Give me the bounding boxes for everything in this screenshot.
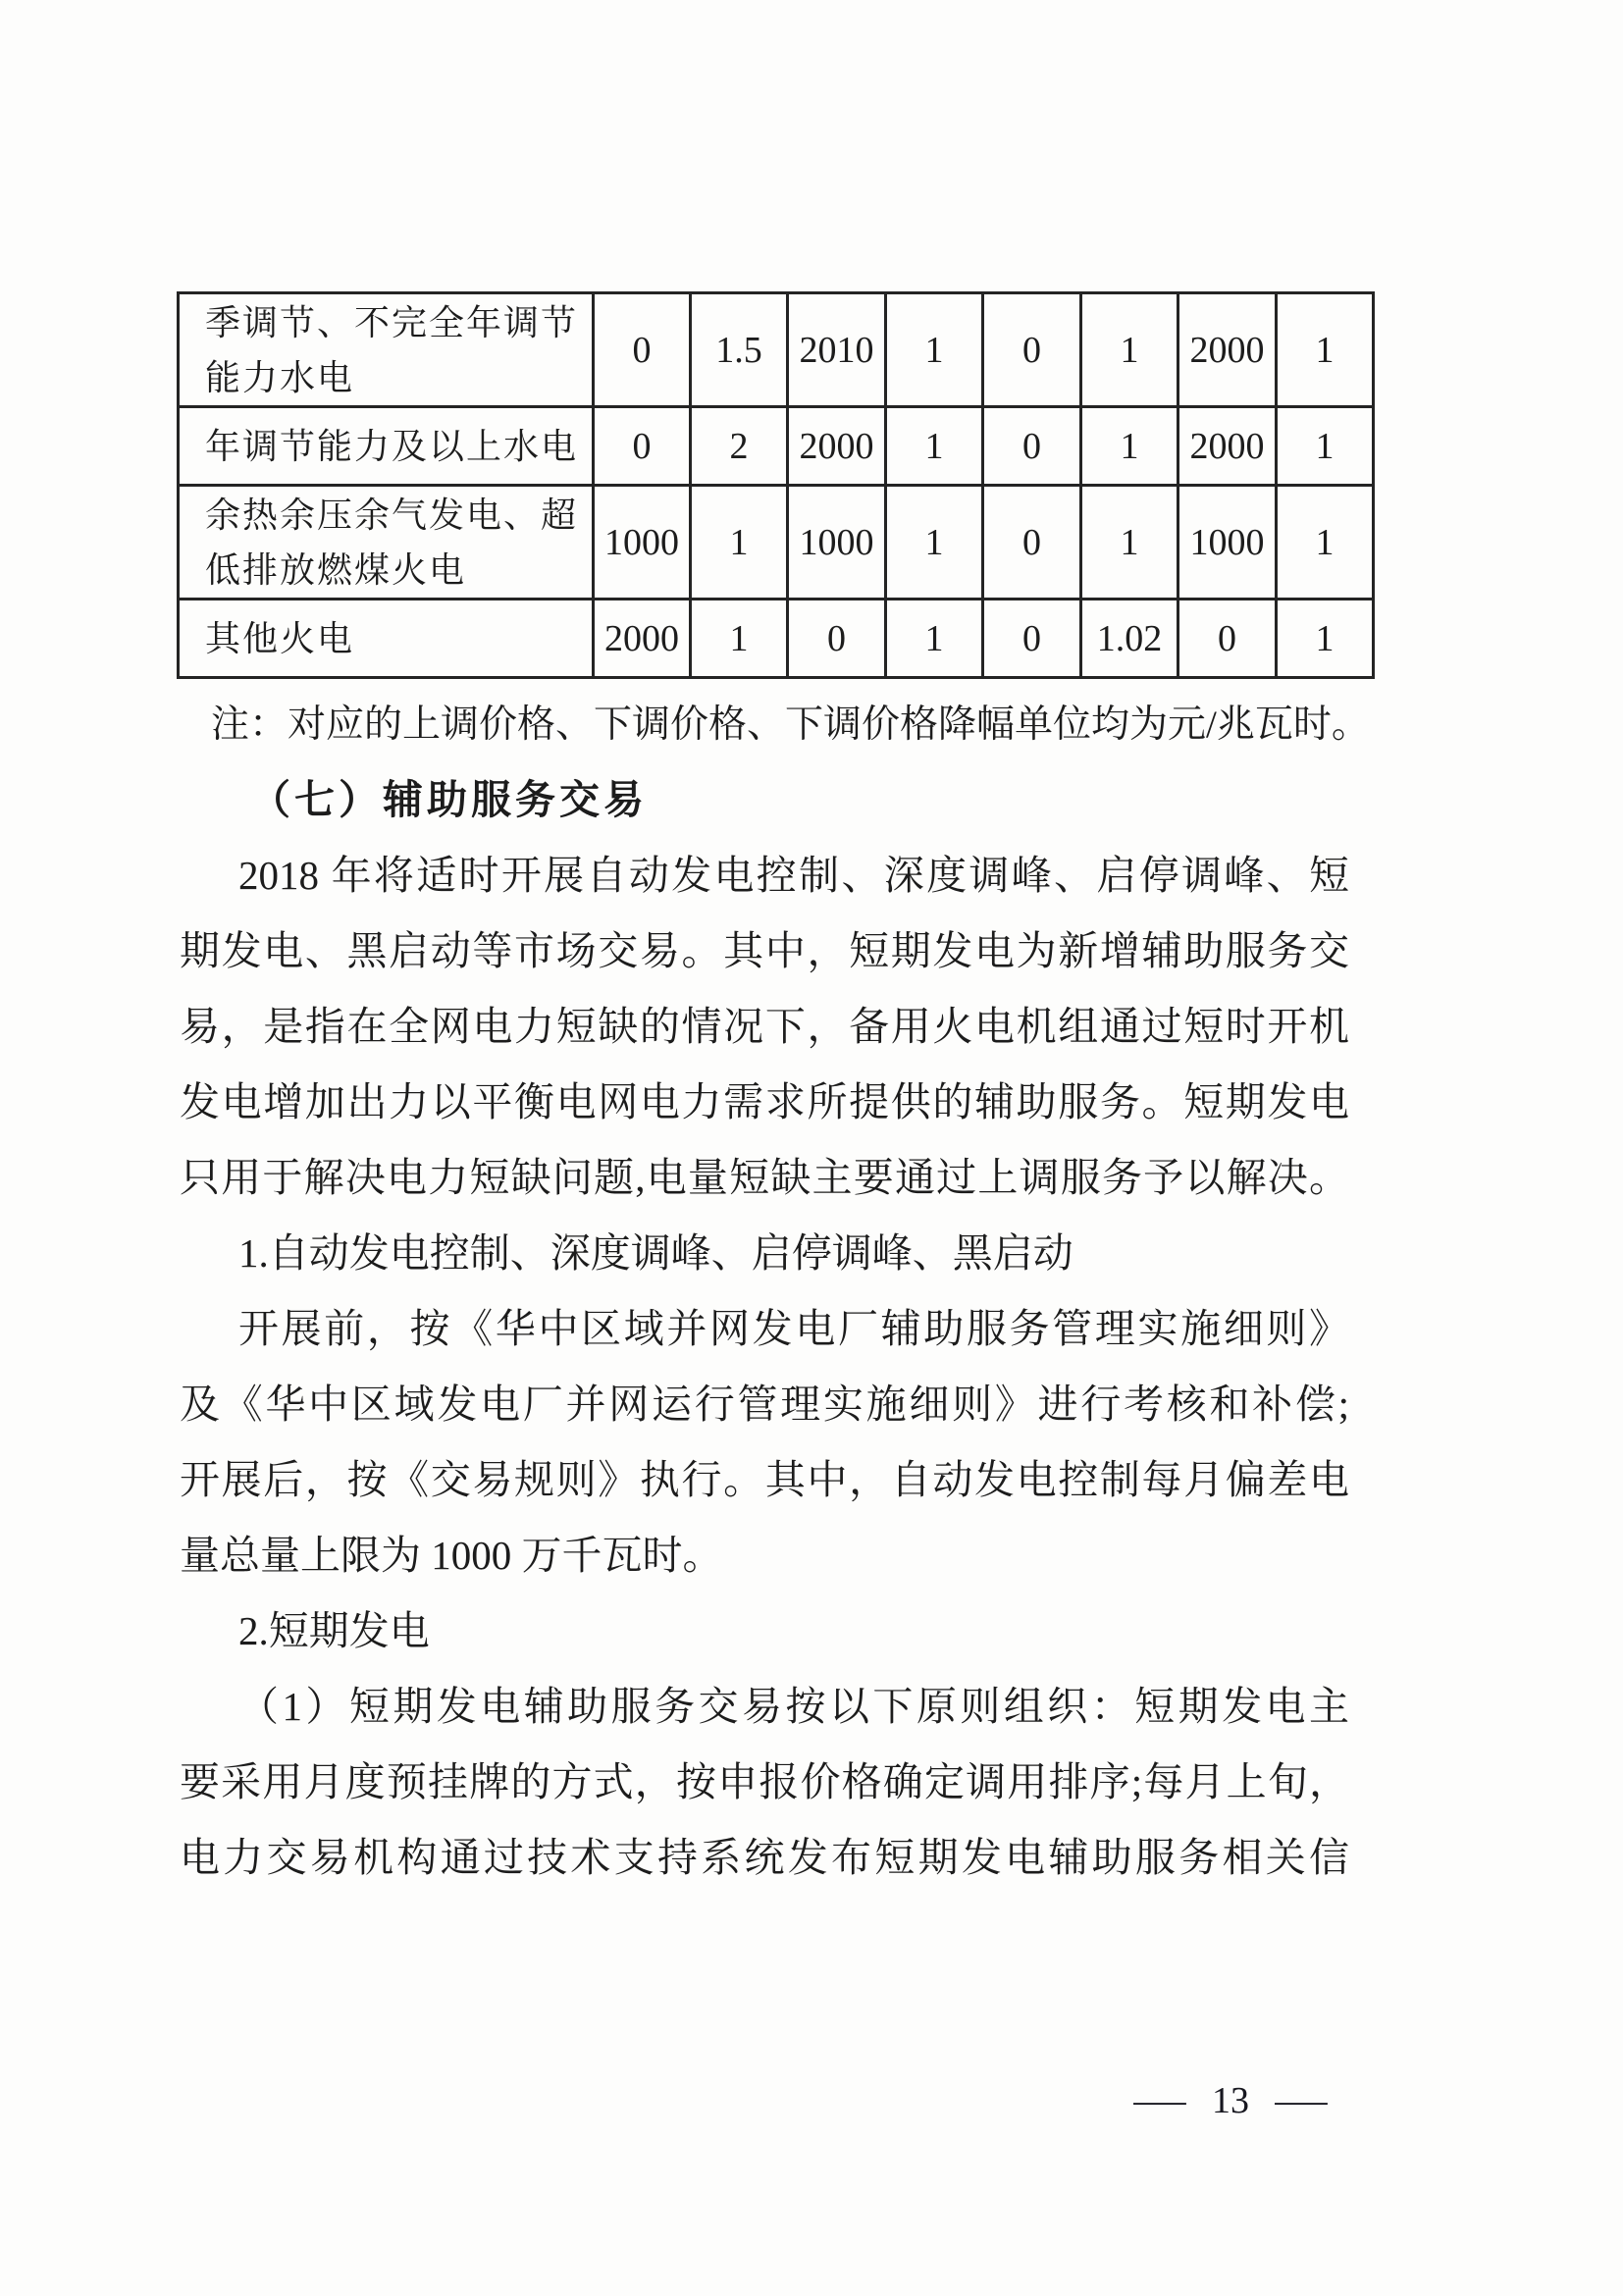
table-cell: 0 (983, 293, 1081, 407)
table-cell: 1.02 (1081, 600, 1178, 678)
table-cell: 1.5 (691, 293, 788, 407)
table-cell: 0 (594, 293, 691, 407)
page-number: 13 (1212, 2080, 1249, 2121)
table-cell: 1 (1081, 293, 1178, 407)
table-cell: 0 (1178, 600, 1277, 678)
table-cell: 1 (1277, 600, 1374, 678)
table-row (179, 407, 1374, 486)
table-row-label: 季调节、不完全年调节能力水电 (179, 293, 594, 407)
table-cell: 2 (691, 407, 788, 486)
footer-left-dash: — (1133, 2080, 1186, 2121)
paragraph-line: 电力交易机构通过技术支持系统发布短期发电辅助服务相关信 (180, 1835, 1349, 1880)
paragraph-line: 只用于解决电力短缺问题,电量短缺主要通过上调服务予以解决。 (180, 1155, 1349, 1200)
table-cell: 1 (1277, 486, 1374, 600)
section-heading: （七）辅助服务交易 (250, 777, 648, 822)
table-cell: 1 (886, 293, 983, 407)
table-row (179, 486, 1374, 600)
paragraph-line: 开展后，按《交易规则》执行。其中，自动发电控制每月偏差电 (180, 1457, 1349, 1502)
table-row (179, 293, 1374, 407)
body-text (180, 687, 1370, 1896)
table-cell: 1000 (594, 486, 691, 600)
item-heading: 2.短期发电 (238, 1608, 430, 1653)
table-cell: 1000 (1178, 486, 1277, 600)
rate-table (177, 291, 1375, 679)
table-cell: 2000 (788, 407, 886, 486)
table-cell: 1 (1081, 486, 1178, 600)
table-cell: 0 (983, 407, 1081, 486)
paragraph-line: 2018 年将适时开展自动发电控制、深度调峰、启停调峰、短 (238, 853, 1349, 898)
table-row-label: 年调节能力及以上水电 (179, 407, 594, 486)
table-cell: 1 (691, 600, 788, 678)
table-cell: 1 (886, 600, 983, 678)
table-cell: 1 (886, 407, 983, 486)
table-cell: 0 (594, 407, 691, 486)
paragraph-line: 易，是指在全网电力短缺的情况下，备用火电机组通过短时开机 (180, 1004, 1349, 1049)
paragraph-line: 要采用月度预挂牌的方式，按申报价格确定调用排序;每月上旬， (180, 1759, 1349, 1804)
table-cell: 1 (691, 486, 788, 600)
page-footer (1133, 2066, 1328, 2135)
paragraph-line: 期发电、黑启动等市场交易。其中，短期发电为新增辅助服务交 (180, 928, 1349, 973)
paragraph-line: 发电增加出力以平衡电网电力需求所提供的辅助服务。短期发电 (180, 1079, 1349, 1124)
table-cell: 1 (1277, 407, 1374, 486)
item-heading: 1.自动发电控制、深度调峰、启停调峰、黑启动 (238, 1230, 1073, 1276)
footer-right-dash: — (1275, 2080, 1328, 2121)
table-cell: 1000 (788, 486, 886, 600)
table-cell: 2010 (788, 293, 886, 407)
table-row-label: 余热余压余气发电、超低排放燃煤火电 (179, 486, 594, 600)
table-row-label: 其他火电 (179, 600, 594, 678)
table-cell: 1 (1277, 293, 1374, 407)
table-cell: 1 (1081, 407, 1178, 486)
table-note: 注：对应的上调价格、下调价格、下调价格降幅单位均为元/兆瓦时。 (211, 704, 1370, 746)
table-cell: 2000 (1178, 407, 1277, 486)
paragraph-line: 及《华中区域发电厂并网运行管理实施细则》进行考核和补偿; (180, 1382, 1349, 1427)
table-row (179, 600, 1374, 678)
table-cell: 2000 (594, 600, 691, 678)
paragraph-line: 量总量上限为 1000 万千瓦时。 (180, 1533, 723, 1578)
paragraph-line: （1）短期发电辅助服务交易按以下原则组织：短期发电主 (238, 1684, 1349, 1729)
table-cell: 0 (983, 600, 1081, 678)
table-cell: 0 (983, 486, 1081, 600)
table-cell: 2000 (1178, 293, 1277, 407)
paragraph-line: 开展前，按《华中区域并网发电厂辅助服务管理实施细则》 (238, 1306, 1349, 1351)
table-cell: 0 (788, 600, 886, 678)
table-cell: 1 (886, 486, 983, 600)
